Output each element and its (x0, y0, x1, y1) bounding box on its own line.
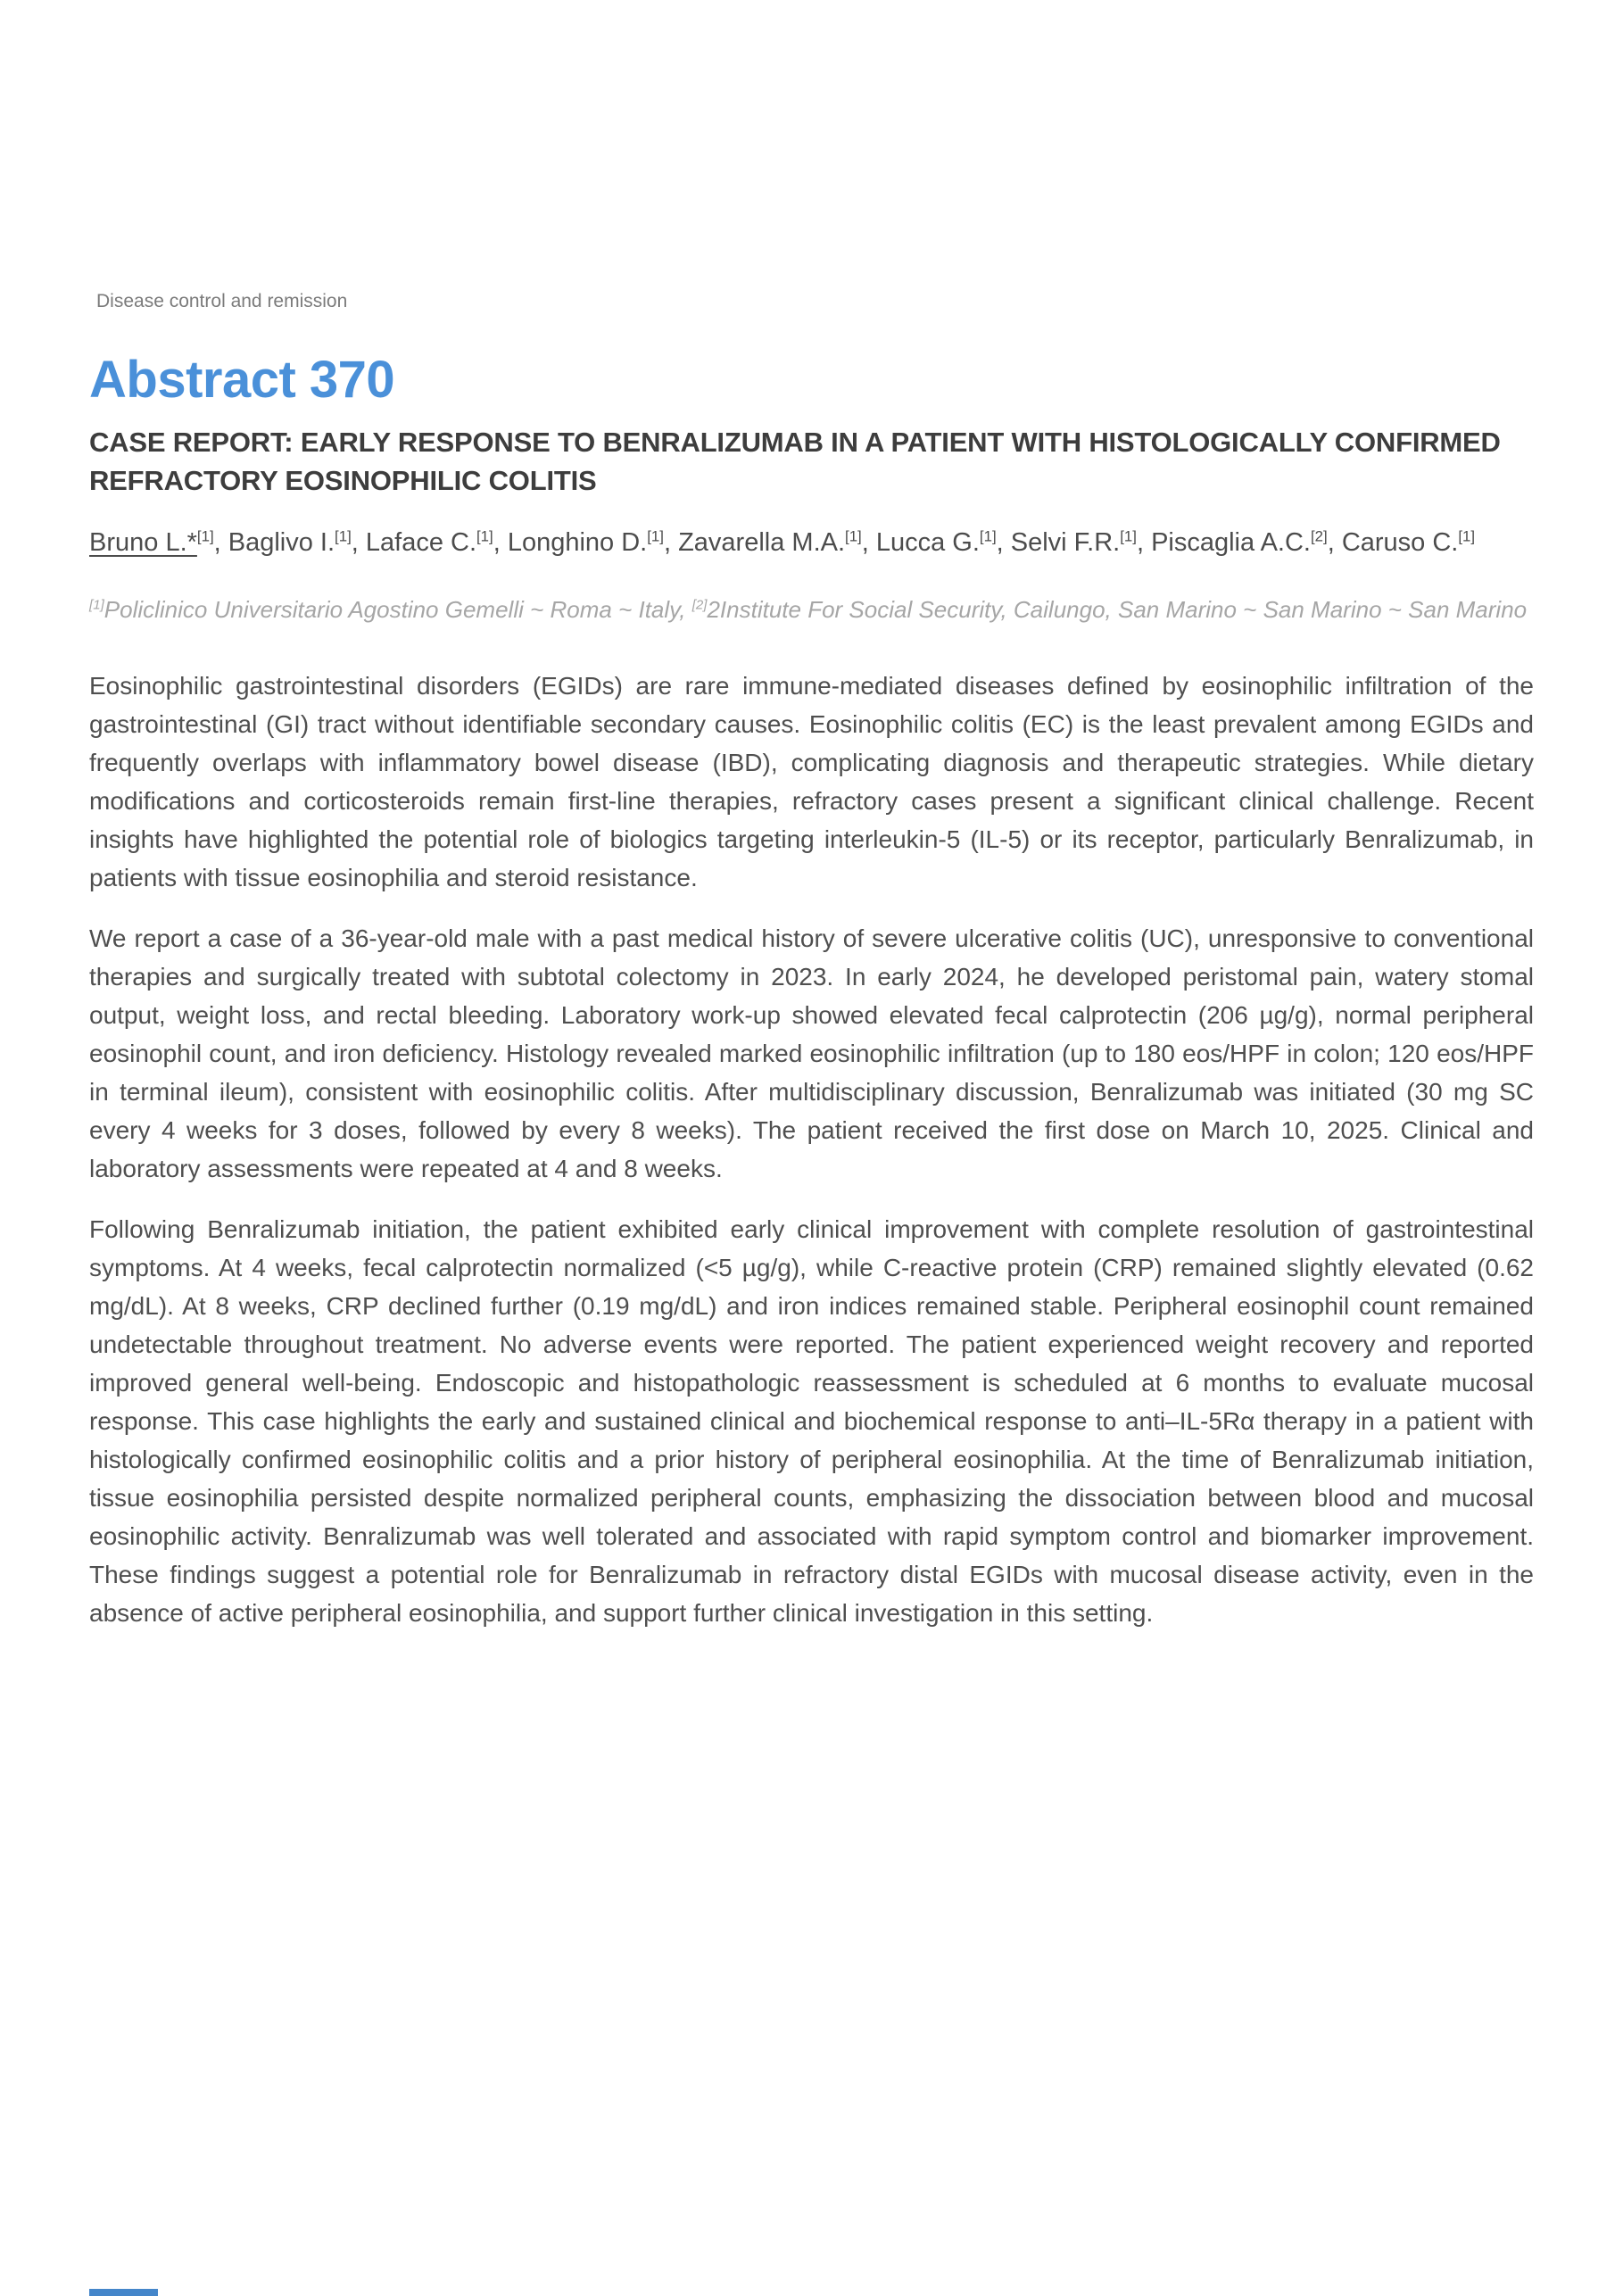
affiliation-marker: [2] (691, 597, 708, 613)
author-list: Bruno L.*[1], Baglivo I.[1], Laface C.[1], Longhino D.[1], Zavarella M.A.[1], Lucca G.[1], Selvi F.R.[1], Piscaglia A.C.[2], Caruso C.[1] (89, 527, 1476, 557)
author-affiliation-marker: [1] (647, 527, 664, 545)
author-name: Caruso C. (1341, 528, 1459, 557)
author (228, 528, 352, 557)
author-name: Zavarella M.A. (678, 528, 846, 557)
affiliation-text: 2Institute For Social Security, Cailungo, San Marino ~ San Marino ~ San Marino (707, 596, 1528, 623)
affiliation-text: Policlinico Universitario Agostino Gemelli ~ Roma ~ Italy, (104, 596, 692, 623)
abstract-number-heading: Abstract 370 (89, 351, 395, 409)
affiliation-marker: [1] (89, 597, 104, 613)
abstract-paragraph-3: Following Benralizumab initiation, the patient exhibited early clinical improvement with complete resolution of gastrointestinal symptoms. At 4 weeks, fecal calprotectin normalized (<5 µg/g), while C-reactive protein (CRP) remained slightly elevated (0.62 mg/dL). At 8 weeks, CRP declined further (0.19 mg/dL) and iron indices remained stable. Peripheral eosinophil count remained undetectable throughout treatment. No adverse events were reported. The patient experienced weight recovery and reported improved general well-being. Endoscopic and histopathologic reassessment is scheduled at 6 months to evaluate mucosal response. This case highlights the early and sustained clinical and biochemical response to anti–IL-5Rα therapy in a patient with histologically confirmed eosinophilic colitis and a prior history of peripheral eosinophilia. At the time of Benralizumab initiation, tissue eosinophilia persisted despite normalized peripheral counts, emphasizing the dissociation between blood and mucosal eosinophilic activity. Benralizumab was well tolerated and associated with rapid symptom control and biomarker improvement. These findings suggest a potential role for Benralizumab in refractory distal EGIDs with mucosal disease activity, even in the absence of active peripheral eosinophilia, and support further clinical investigation in this setting. (89, 1215, 1534, 1627)
abstract-title: CASE REPORT: EARLY RESPONSE TO BENRALIZUMAB IN A PATIENT WITH HISTOLOGICALLY CONFIRMED REFRACTORY EOSINOPHILIC COLITIS (89, 427, 1501, 496)
author[interactable] (89, 528, 214, 557)
author-name: Baglivo I. (228, 528, 335, 557)
author (1342, 528, 1475, 557)
author-affiliation-marker: [1] (335, 527, 352, 545)
abstract-paragraph-1: Eosinophilic gastrointestinal disorders (EGIDs) are rare immune-mediated diseases defined by eosinophilic infiltration of the gastrointestinal (GI) tract without identifiable secondary causes. Eosinophilic colitis (EC) is the least prevalent among EGIDs and frequently overlaps with inflammatory bowel disease (IBD), complicating diagnosis and therapeutic strategies. While dietary modifications and corticosteroids remain first-line therapies, refractory cases present a significant clinical challenge. Recent insights have highlighted the potential role of biologics targeting interleukin-5 (IL-5) or its receptor, particularly Benralizumab, in patients with tissue eosinophilia and steroid resistance. (89, 672, 1534, 891)
abstract-body (89, 667, 1534, 1632)
author (366, 528, 493, 557)
author-affiliation-marker: [2] (1310, 527, 1328, 545)
author-affiliation-marker: [1] (1458, 527, 1476, 545)
author-affiliation-marker: [1] (845, 527, 862, 545)
author-affiliation-marker: [1] (196, 527, 214, 545)
author (1011, 528, 1137, 557)
author (678, 528, 862, 557)
abstract-paragraph-2: We report a case of a 36-year-old male with a past medical history of severe ulcerative colitis (UC), unresponsive to conventional therapies and surgically treated with subtotal colectomy in 2023. In early 2024, he developed peristomal pain, watery stomal output, weight loss, and rectal bleeding. Laboratory work-up showed elevated fecal calprotectin (206 µg/g), normal peripheral eosinophil count, and iron deficiency. Histology revealed marked eosinophilic infiltration (up to 180 eos/HPF in colon; 120 eos/HPF in terminal ileum), consistent with eosinophilic colitis. After multidisciplinary discussion, Benralizumab was initiated (30 mg SC every 4 weeks for 3 doses, followed by every 8 weeks). The patient received the first dose on March 10, 2025. Clinical and laboratory assessments were repeated at 4 and 8 weeks. (89, 924, 1534, 1182)
footer-accent-bar (89, 2289, 158, 2296)
author-affiliation-marker: [1] (979, 527, 997, 545)
author-name: Lucca G. (875, 528, 980, 557)
author-name[interactable]: Bruno L.* (89, 528, 197, 557)
author-affiliation-marker: [1] (476, 527, 493, 545)
author (876, 528, 997, 557)
affiliation-list (89, 589, 1534, 631)
author-name: Laface C. (365, 528, 477, 557)
author-affiliation-marker: [1] (1120, 527, 1137, 545)
author-name: Longhino D. (507, 528, 648, 557)
track-label: Disease control and remission (96, 291, 348, 311)
author-name: Piscaglia A.C. (1151, 528, 1311, 557)
author (1151, 528, 1328, 557)
author-name: Selvi F.R. (1010, 528, 1121, 557)
author (508, 528, 664, 557)
